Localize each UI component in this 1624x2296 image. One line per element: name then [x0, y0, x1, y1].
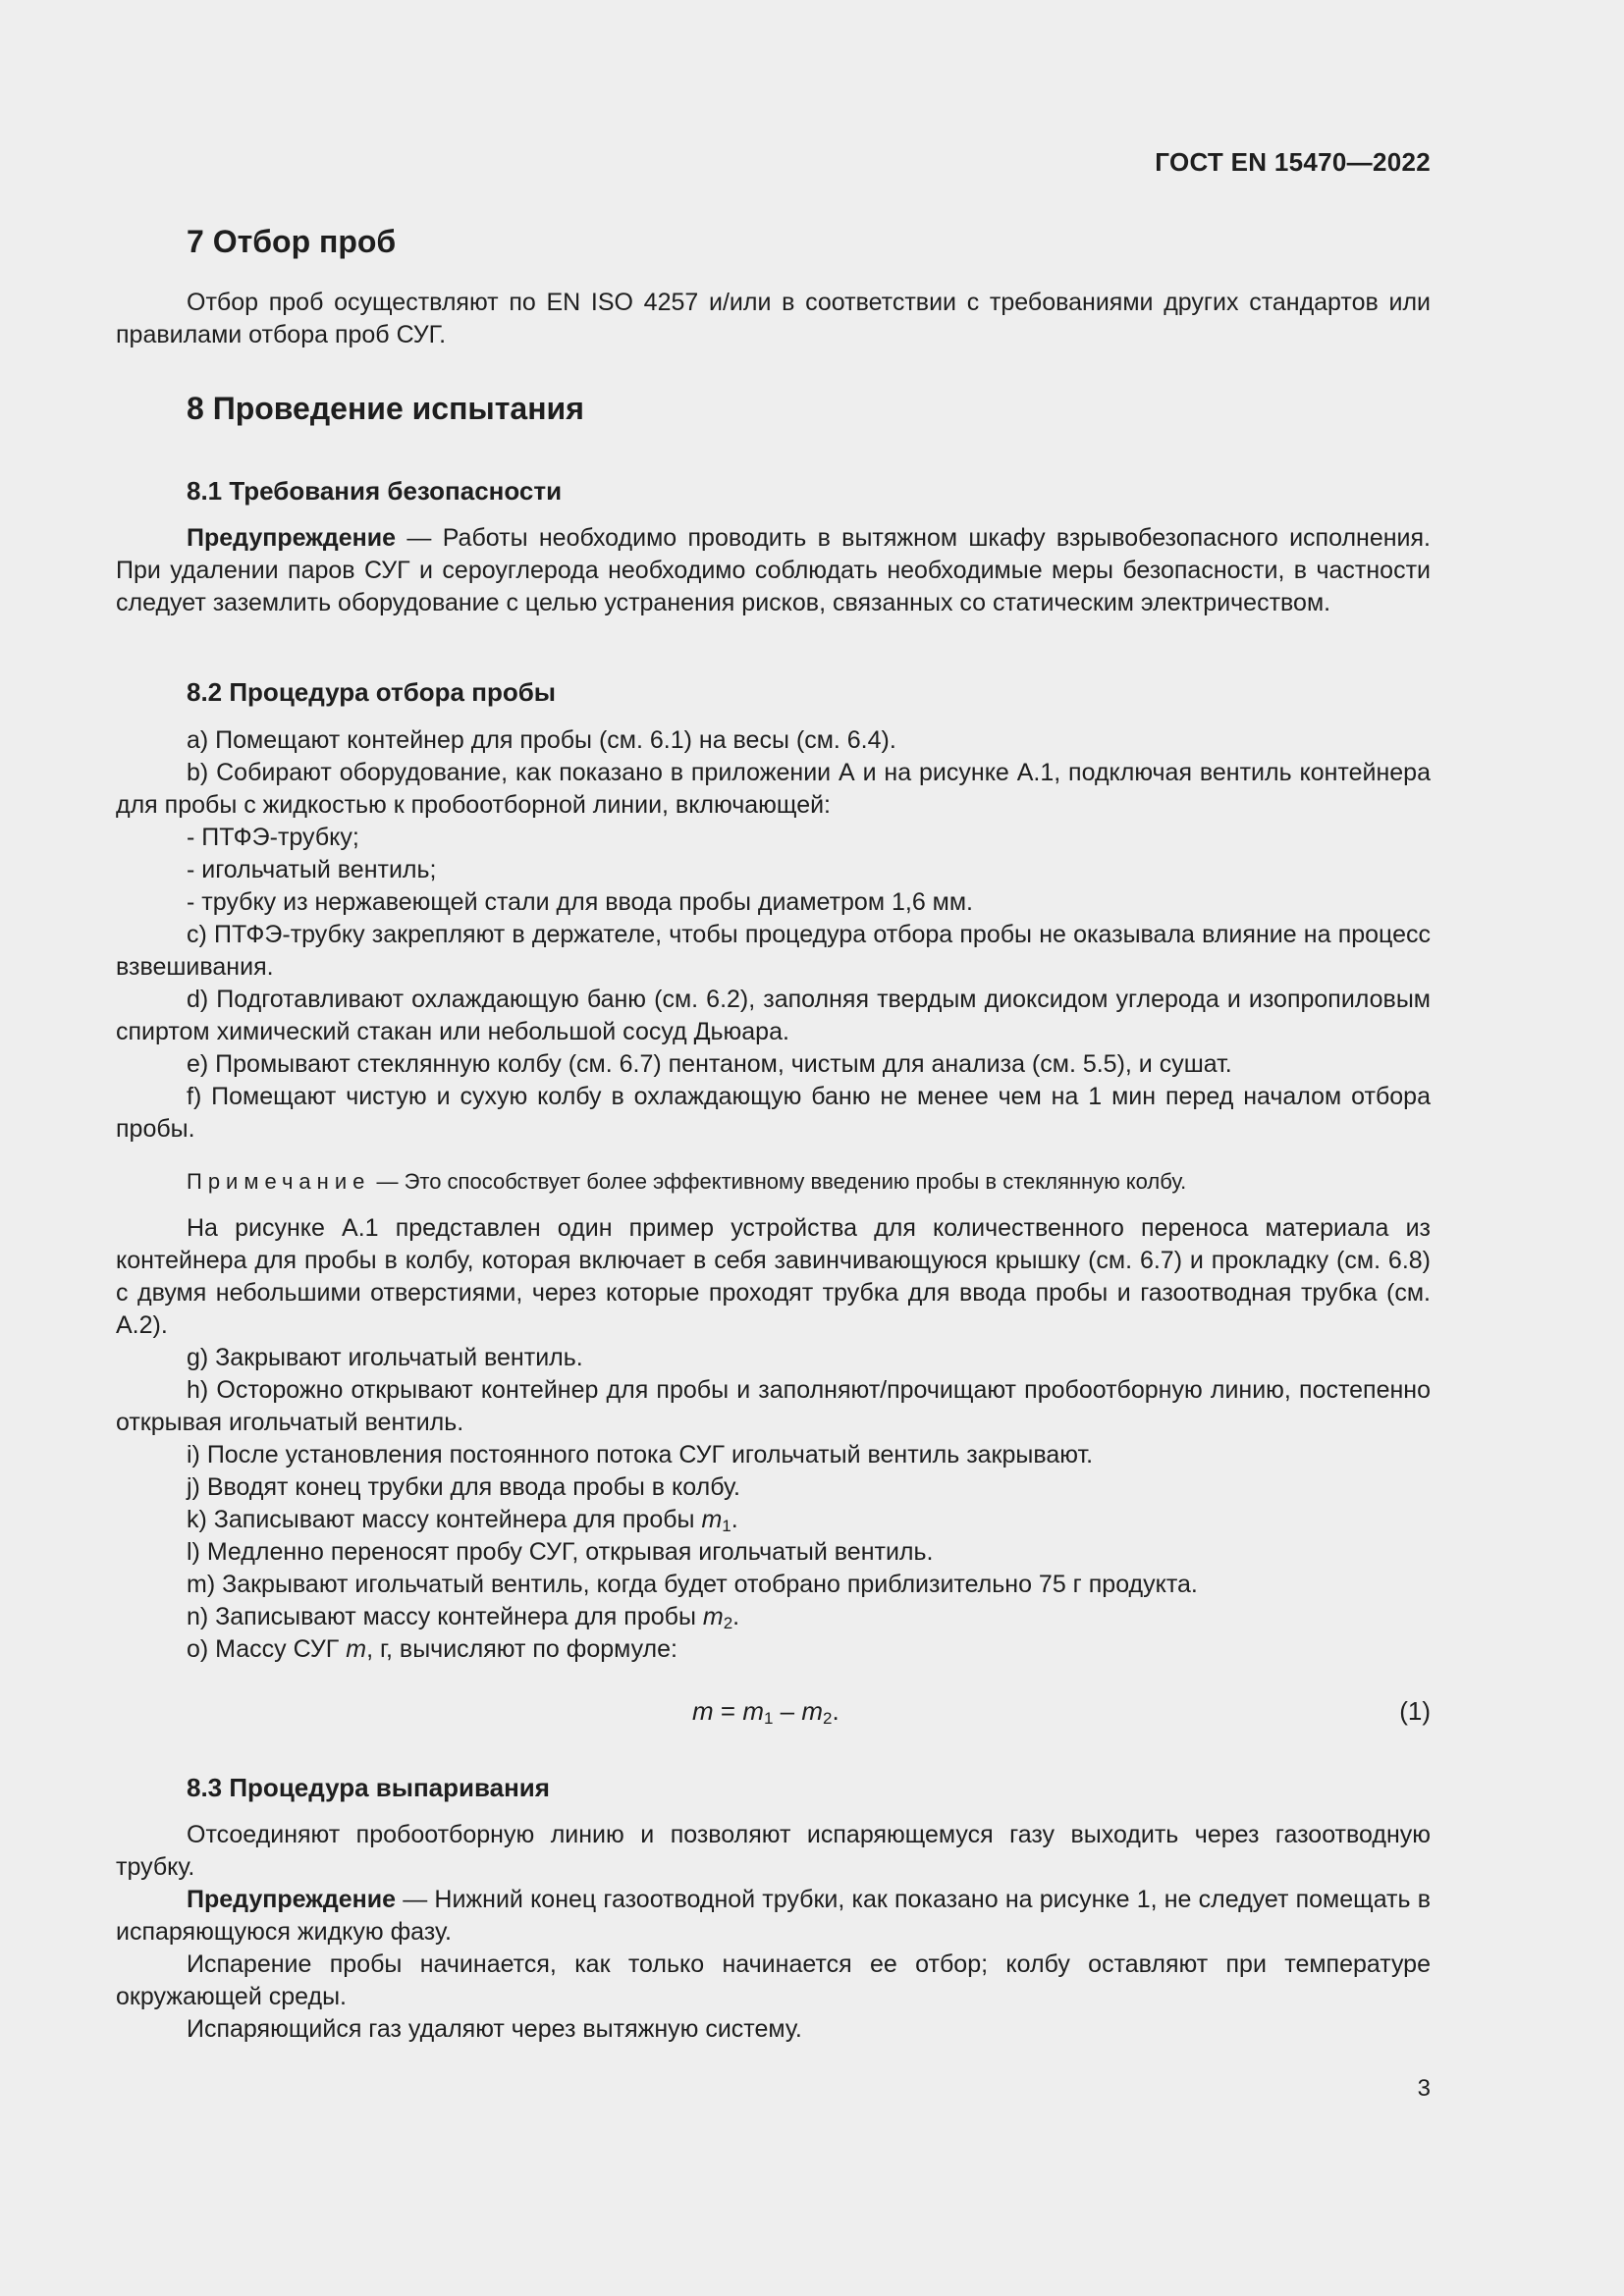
step-e: e) Промывают стеклянную колбу (см. 6.7) пентаном, чистым для анализа (см. 5.5), и сушат.: [187, 1050, 1232, 1078]
warning-paragraph: [116, 1884, 1431, 1949]
formula-number: (1): [1399, 1696, 1431, 1726]
step-n: n) Записывают массу контейнера для пробы $m_2$.: [187, 1603, 740, 1632]
section-8-3-title: 8.3 Процедура выпаривания: [187, 1773, 550, 1802]
warning-text: — Нижний конец газоотводной трубки, как показано на рисунке 1, не следует помещать в испаряющуюся жидкую фазу.: [116, 1886, 1431, 1946]
warning-paragraph: [116, 522, 1431, 619]
warning-label: Предупреждение: [187, 1886, 397, 1913]
warning-text: — Работы необходимо проводить в вытяжном шкафу взрывобезопасного исполнения. При удалении паров СУГ и сероуглерода необходимо соблюдать необходимые меры безопасности, в частности следует заземлить оборудование с целью устранения рисков, связанных со статическим электричеством.: [116, 524, 1431, 616]
step-a: a) Помещают контейнер для пробы (см. 6.1) на весы (см. 6.4).: [187, 726, 896, 754]
step-j: j) Вводят конец трубки для ввода пробы в колбу.: [187, 1473, 740, 1501]
paragraph: Отбор проб осуществляют по EN ISO 4257 и/или в соответствии с требованиями других стандартов или правилами отбора проб СУГ.: [116, 289, 1431, 348]
note-label: Примечание: [187, 1169, 371, 1194]
step-i: i) После установления постоянного потока СУГ игольчатый вентиль закрывают.: [187, 1441, 1094, 1468]
paragraph: Отсоединяют пробоотборную линию и позволяют испаряющемуся газу выходить через газоотводную трубку.: [116, 1821, 1431, 1881]
paragraph: Испаряющийся газ удаляют через вытяжную систему.: [187, 2015, 802, 2043]
section-7-title: 7 Отбор проб: [187, 224, 397, 259]
section-8-1-body: [116, 522, 1431, 619]
step-h: h) Осторожно открывают контейнер для пробы и заполняют/прочищают пробоотборную линию, постепенно открывая игольчатый вентиль.: [116, 1376, 1431, 1436]
section-8-2-list: [116, 724, 1431, 1146]
warning-label: Предупреждение: [187, 524, 397, 552]
formula-1: [116, 1694, 1431, 1728]
step-f: f) Помещают чистую и сухую колбу в охлаждающую баню не менее чем на 1 мин перед началом отбора пробы.: [116, 1083, 1431, 1143]
step-d: d) Подготавливают охлаждающую баню (см. 6.2), заполняя твердым диоксидом углерода и изопропиловым спиртом химический стакан или небольшой сосуд Дьюара.: [116, 986, 1431, 1045]
section-8-2-continued: [116, 1212, 1431, 1666]
step-b: b) Собирают оборудование, как показано в приложении А и на рисунке А.1, подключая вентиль контейнера для пробы с жидкостью к пробоотборной линии, включающей:: [116, 759, 1431, 819]
paragraph: Испарение пробы начинается, как только начинается ее отбор; колбу оставляют при температуре окружающей среды.: [116, 1950, 1431, 2010]
step-b-item: - трубку из нержавеющей стали для ввода пробы диаметром 1,6 мм.: [187, 888, 973, 916]
note-text: — Это способствует более эффективному введению пробы в стеклянную колбу.: [370, 1169, 1187, 1194]
step-b-item: - игольчатый вентиль;: [187, 856, 437, 883]
step-m: m) Закрывают игольчатый вентиль, когда будет отобрано приблизительно 75 г продукта.: [187, 1571, 1198, 1598]
section-8-1-title: 8.1 Требования безопасности: [187, 476, 563, 506]
formula-expression: $m = m_1 - m_2$.: [692, 1696, 839, 1728]
step-k: k) Записывают массу контейнера для пробы $m_1$.: [187, 1506, 738, 1535]
section-8-3-body: [116, 1819, 1431, 2046]
step-g: g) Закрывают игольчатый вентиль.: [187, 1344, 583, 1371]
step-l: l) Медленно переносят пробу СУГ, открывая игольчатый вентиль.: [187, 1538, 934, 1566]
section-8-2-title: 8.2 Процедура отбора пробы: [187, 677, 556, 707]
page-number: 3: [1417, 2075, 1431, 2102]
section-7-body: [116, 287, 1431, 351]
step-c: c) ПТФЭ-трубку закрепляют в держателе, чтобы процедура отбора пробы не оказывала влияние на процесс взвешивания.: [116, 921, 1431, 981]
section-8-title: 8 Проведение испытания: [187, 391, 584, 426]
note: [187, 1167, 1186, 1197]
document-code-header: ГОСТ EN 15470—2022: [1155, 147, 1431, 177]
step-o: o) Массу СУГ m, г, вычисляют по формуле:: [187, 1635, 677, 1663]
figure-description: На рисунке А.1 представлен один пример устройства для количественного переноса материала из контейнера для пробы в колбу, которая включает в себя завинчивающуюся крышку (см. 6.7) и прокладку (см. 6.8) с двумя небольшими отверстиями, через которые проходят трубка для ввода пробы и газоотводная трубка (см. А.2).: [116, 1214, 1431, 1339]
step-b-item: - ПТФЭ-трубку;: [187, 824, 359, 851]
